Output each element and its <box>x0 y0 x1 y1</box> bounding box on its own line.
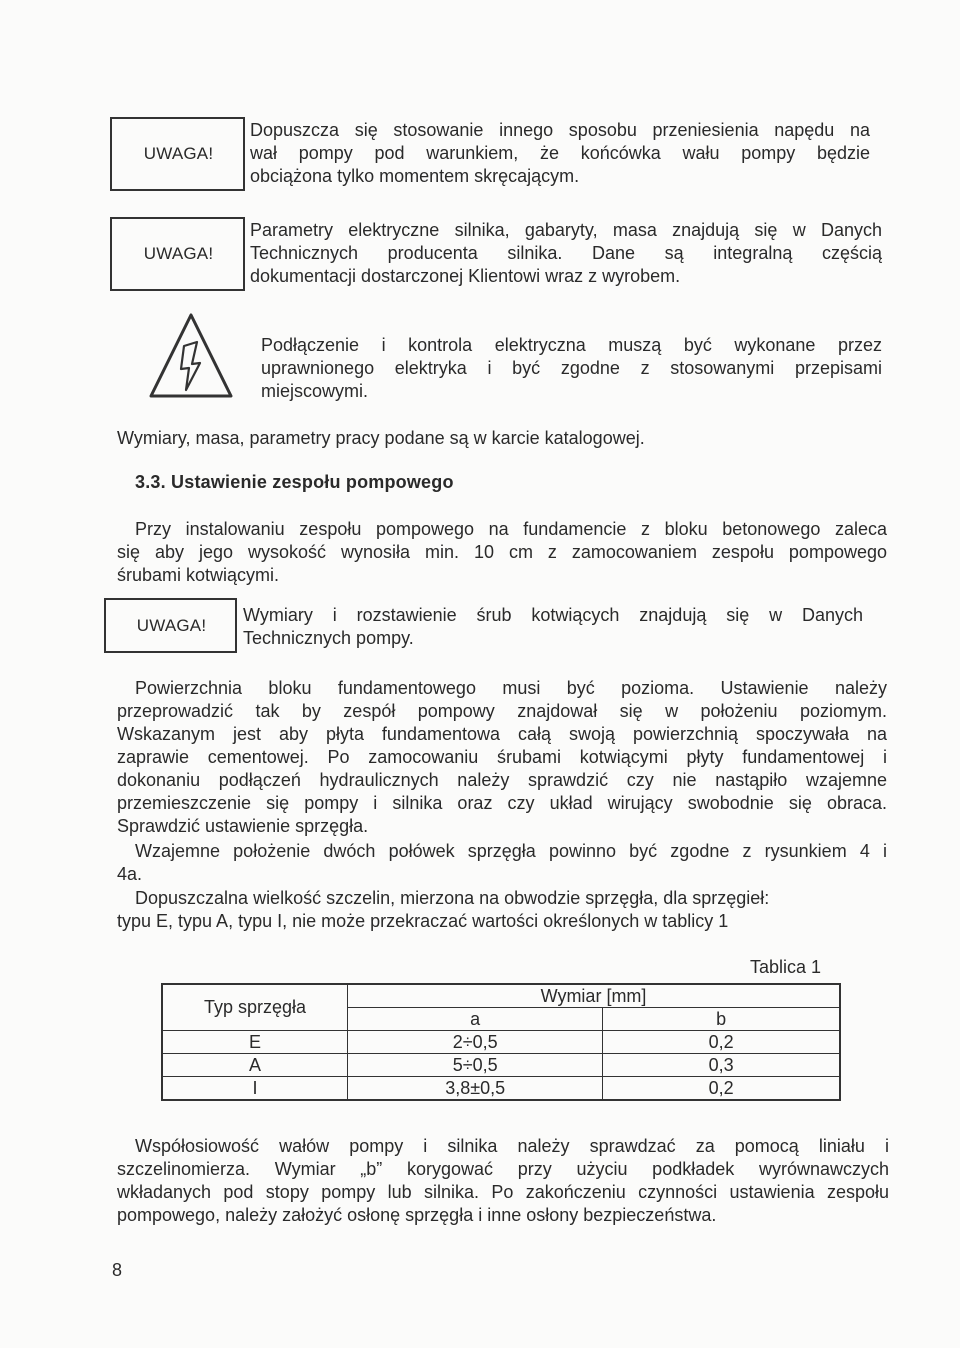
paragraph-line: zaprawie cementowej. Po zamocowaniu śrubami kotwiącymi płyty fundamentowej i <box>117 747 887 767</box>
paragraph-line: Sprawdzić ustawienie sprzęgła. <box>117 816 369 836</box>
high-voltage-warning-icon <box>148 312 234 400</box>
uwaga-label-box-3 <box>104 598 237 653</box>
paragraph-line: Dopuszczalna wielkość szczelin, mierzona na obwodzie sprzęgła, dla sprzęgieł: <box>135 888 770 908</box>
note-line: Dopuszcza się stosowanie innego sposobu przeniesienia napędu na <box>250 120 870 140</box>
note-line: wał pompy pod warunkiem, że końcówka wału pompy będzie <box>250 143 870 163</box>
note-line: Technicznych producenta silnika. Dane są integralną częścią <box>250 243 882 263</box>
table-row <box>162 1077 840 1101</box>
header-col-b: b <box>603 1008 840 1031</box>
note-line: Parametry elektryczne silnika, gabaryty, masa znajdują się w Danych <box>250 220 882 240</box>
note-line: obciążona tylko momentem skręcającym. <box>250 166 580 186</box>
uwaga-label: UWAGA! <box>143 144 214 163</box>
electrical-warning-text <box>261 334 882 403</box>
note-text-3 <box>243 604 863 650</box>
table-header-row <box>162 984 840 1008</box>
paragraph-line: Współosiowość wałów pompy i silnika należy sprawdzać za pomocą liniału i <box>135 1136 889 1156</box>
table-cell-a: 3,8±0,5 <box>348 1077 603 1101</box>
paragraph-line: przeprowadzić tak by zespół pompowy znajdował się w położeniu poziomym. <box>117 701 887 721</box>
table-caption <box>750 957 821 978</box>
table-row <box>162 1054 840 1077</box>
table-cell-b: 0,3 <box>603 1054 840 1077</box>
note-line: Technicznych pompy. <box>243 628 414 648</box>
paragraph-gap-limits <box>117 887 877 933</box>
table-caption-text: Tablica 1 <box>750 957 822 977</box>
dimensions-note-text: Wymiary, masa, parametry pracy podane są w karcie katalogowej. <box>117 428 645 448</box>
dimensions-note <box>117 427 887 450</box>
warning-line: miejscowymi. <box>261 381 369 401</box>
paragraph-installation <box>117 518 887 587</box>
header-dimension: Wymiar [mm] <box>348 984 840 1008</box>
paragraph-alignment <box>117 1135 889 1227</box>
paragraph-line: się aby jego wysokość wynosiła min. 10 cm z zamocowaniem zespołu pompowego <box>117 542 887 562</box>
section-heading <box>135 472 454 493</box>
table-row <box>162 1031 840 1054</box>
section-number: 3.3. <box>135 472 166 492</box>
paragraph-line: Powierzchnia bloku fundamentowego musi być pozioma. Ustawienie należy <box>135 678 887 698</box>
paragraph-line: typu E, typu A, typu I, nie może przekraczać wartości określonych w tablicy 1 <box>117 911 729 931</box>
paragraph-line: przemieszczenie się pompy i silnika oraz czy układ wirujący swobodnie się obraca. <box>117 793 887 813</box>
coupling-table <box>161 983 841 1101</box>
header-coupling-type: Typ sprzęgła <box>162 984 348 1031</box>
section-title: Ustawienie zespołu pompowego <box>171 472 454 492</box>
note-text-2 <box>250 219 882 288</box>
page-number <box>112 1260 122 1281</box>
paragraph-line: szczelinomierza. Wymiar „b” korygować przy użyciu podkładek wyrównawczych <box>117 1159 889 1179</box>
paragraph-line: Wzajemne położenie dwóch połówek sprzęgła powinno być zgodne z rysunkiem 4 i <box>135 841 887 861</box>
table-cell-b: 0,2 <box>603 1031 840 1054</box>
uwaga-label-box-2 <box>110 217 245 291</box>
paragraph-line: Przy instalowaniu zespołu pompowego na fundamencie z bloku betonowego zaleca <box>135 519 887 539</box>
warning-line: uprawnionego elektryka i być zgodne z stosowanymi przepisami <box>261 358 882 378</box>
paragraph-line: śrubami kotwiącymi. <box>117 565 280 585</box>
paragraph-line: dokonaniu podłączeń hydraulicznych należy sprawdzić czy nie nastąpiło wzajemne <box>117 770 887 790</box>
table-cell-b: 0,2 <box>603 1077 840 1101</box>
uwaga-label-box-1 <box>110 117 245 191</box>
table-cell-type: A <box>162 1054 348 1077</box>
page-number-text: 8 <box>112 1260 123 1280</box>
table-cell-a: 5÷0,5 <box>348 1054 603 1077</box>
paragraph-line: pompowego, należy założyć osłonę sprzęgła i inne osłony bezpieczeństwa. <box>117 1205 717 1225</box>
uwaga-label: UWAGA! <box>143 244 214 263</box>
warning-line: Podłączenie i kontrola elektryczna muszą być wykonane przez <box>261 335 882 355</box>
uwaga-divider-3 <box>235 598 237 653</box>
note-text-1 <box>250 119 870 188</box>
note-line: Wymiary i rozstawienie śrub kotwiących znajdują się w Danych <box>243 605 863 625</box>
table-cell-a: 2÷0,5 <box>348 1031 603 1054</box>
paragraph-line: wkładanych pod stopy pompy lub silnika. Po zakończeniu czynności ustawienia zespołu <box>117 1182 889 1202</box>
table-cell-type: E <box>162 1031 348 1054</box>
header-col-a: a <box>348 1008 603 1031</box>
uwaga-divider-1 <box>243 117 245 191</box>
note-line: dokumentacji dostarczonej Klientowi wraz z wyrobem. <box>250 266 681 286</box>
paragraph-foundation <box>117 677 887 838</box>
paragraph-line: Wskazanym jest aby płyta fundamentowa całą swoją powierzchnią spoczywała na <box>117 724 887 744</box>
uwaga-divider-2 <box>243 217 245 291</box>
paragraph-coupling-position <box>117 840 887 886</box>
uwaga-label: UWAGA! <box>136 615 207 635</box>
table-cell-type: I <box>162 1077 348 1101</box>
paragraph-line: 4a. <box>117 864 143 884</box>
